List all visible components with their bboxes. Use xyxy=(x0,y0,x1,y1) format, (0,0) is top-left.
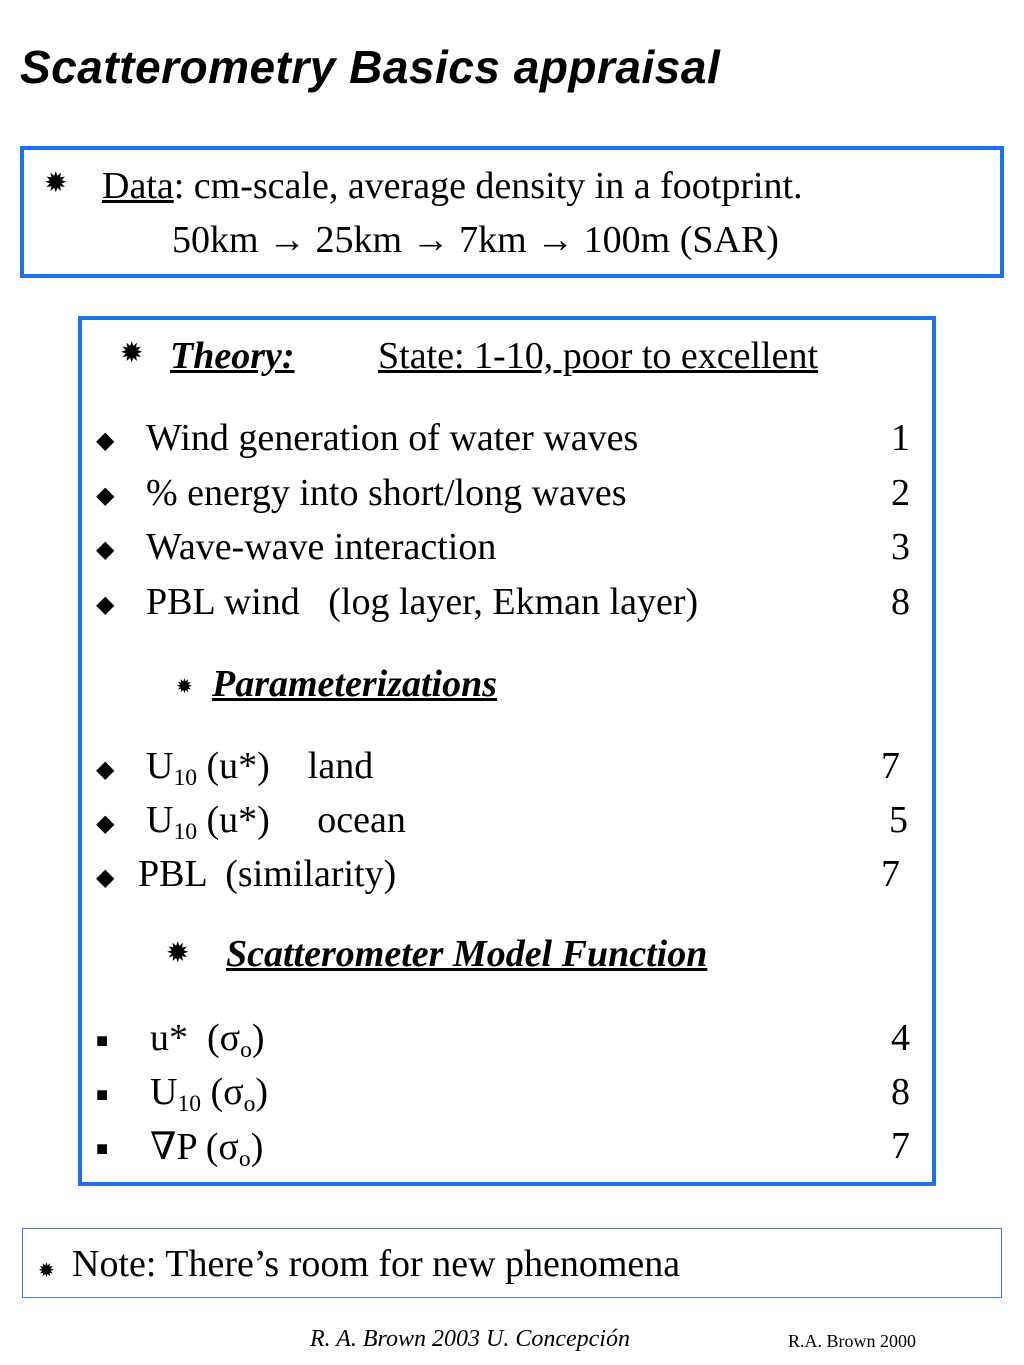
data-line-1 xyxy=(102,164,803,208)
star-bullet-icon: ✹ xyxy=(44,168,68,199)
theory-item-1: Wind generation of water waves xyxy=(146,417,639,459)
param-item-3: PBL (similarity) xyxy=(138,853,397,895)
diamond-bullet-icon: ◆ xyxy=(96,537,115,563)
theory-score-3: 3 xyxy=(891,526,910,568)
square-bullet-icon: ■ xyxy=(96,1030,109,1052)
parameterizations-heading: Parameterizations xyxy=(212,663,498,705)
param-score-2: 5 xyxy=(889,799,908,841)
param-score-1: 7 xyxy=(881,745,900,787)
state-scale-label: State: 1-10, poor to excellent xyxy=(378,335,819,377)
param-score-3: 7 xyxy=(881,853,900,895)
theory-item-3: Wave-wave interaction xyxy=(146,526,497,568)
footer-credit: R. A. Brown 2003 U. Concepción xyxy=(310,1326,630,1352)
page-title: Scatterometry Basics appraisal xyxy=(20,41,721,93)
star-bullet-icon: ✹ xyxy=(176,676,193,698)
smf-item-3: ∇P $(\sigma_o)$ xyxy=(150,1126,264,1173)
star-bullet-icon: ✹ xyxy=(38,1260,55,1282)
smf-item-1: u* $(\sigma_o)$ xyxy=(150,1017,265,1064)
footer-year-credit: R.A. Brown 2000 xyxy=(788,1331,917,1351)
theory-item-2: % energy into short/long waves xyxy=(146,472,627,514)
smf-item-2: $U_{10}$ $(\sigma_o)$ xyxy=(150,1071,269,1118)
square-bullet-icon: ■ xyxy=(96,1084,109,1106)
diamond-bullet-icon: ◆ xyxy=(96,757,115,783)
diamond-bullet-icon: ◆ xyxy=(96,865,115,891)
param-item-2: $U_{10}$ (u*) ocean xyxy=(146,799,406,846)
theory-score-2: 2 xyxy=(891,472,910,514)
note-text: Note: There’s room for new phenomena xyxy=(72,1243,681,1285)
smf-score-1: 4 xyxy=(891,1017,910,1059)
smf-score-2: 8 xyxy=(891,1071,910,1113)
star-bullet-icon: ✹ xyxy=(166,938,190,969)
star-bullet-icon: ✹ xyxy=(120,338,144,369)
smf-score-3: 7 xyxy=(891,1125,910,1167)
param-item-1: $U_{10}$ (u*) land xyxy=(146,745,374,792)
diamond-bullet-icon: ◆ xyxy=(96,811,115,837)
diamond-bullet-icon: ◆ xyxy=(96,428,115,454)
data-resolution-line: 50km → 25km → 7km → 100m (SAR) xyxy=(172,219,779,261)
theory-heading: Theory: xyxy=(170,335,295,377)
data-label: Data xyxy=(102,165,174,207)
theory-score-1: 1 xyxy=(891,417,910,459)
diamond-bullet-icon: ◆ xyxy=(96,592,115,618)
square-bullet-icon: ■ xyxy=(96,1138,109,1160)
theory-item-4: PBL wind (log layer, Ekman layer) xyxy=(146,581,699,623)
smf-heading: Scatterometer Model Function xyxy=(226,933,708,975)
data-description: : cm-scale, average density in a footprint. xyxy=(173,165,803,207)
theory-score-4: 8 xyxy=(891,581,910,623)
diamond-bullet-icon: ◆ xyxy=(96,483,115,509)
